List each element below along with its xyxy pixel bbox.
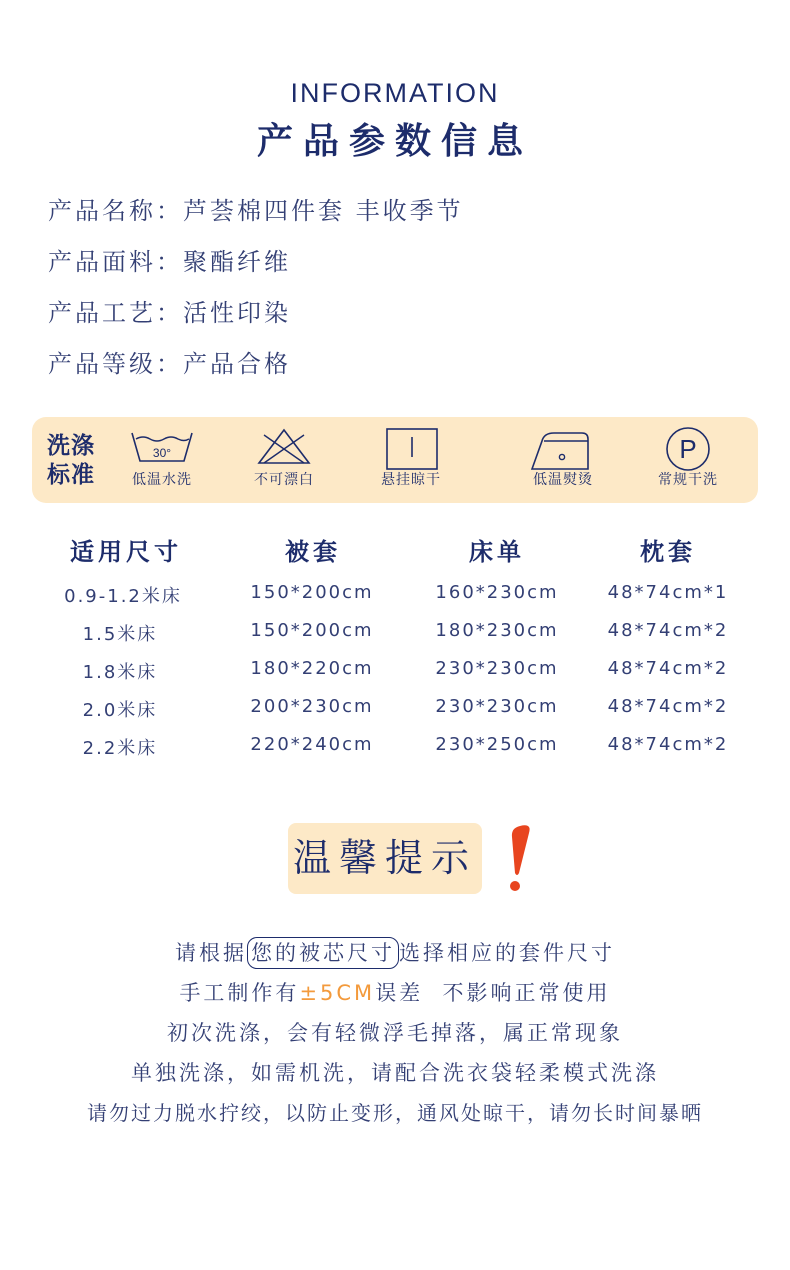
dry-clean-p-icon bbox=[654, 427, 722, 471]
cell-duvet: 150*200cm bbox=[250, 620, 374, 641]
wash-title-line2: 标准 bbox=[47, 462, 95, 488]
wash-standards bbox=[32, 417, 758, 503]
col-header-pillow: 枕套 bbox=[640, 538, 696, 566]
tips-title: 温馨提示 bbox=[292, 836, 477, 880]
product-info bbox=[48, 196, 464, 400]
tips-list bbox=[0, 936, 790, 1136]
tip-text: 误差 不影响正常使用 bbox=[375, 981, 611, 1005]
table-row bbox=[0, 648, 790, 686]
info-label: 产品名称： bbox=[48, 197, 183, 225]
size-table-header bbox=[0, 532, 790, 572]
cell-pillow: 48*74cm*2 bbox=[607, 696, 729, 717]
wash-temp-label: 30° bbox=[152, 446, 172, 460]
info-row-fabric bbox=[48, 247, 464, 298]
wash-item-hang-dry bbox=[381, 427, 441, 489]
table-row bbox=[0, 686, 790, 724]
cell-sheet: 230*250cm bbox=[435, 734, 559, 755]
cell-sheet: 230*230cm bbox=[435, 696, 559, 717]
tip-line-3: 初次洗涤，会有轻微浮毛掉落，属正常现象 bbox=[167, 1021, 623, 1045]
no-bleach-icon bbox=[254, 427, 314, 465]
cell-pillow: 48*74cm*1 bbox=[607, 582, 729, 603]
exclamation-icon bbox=[504, 823, 534, 895]
col-header-size: 适用尺寸 bbox=[70, 538, 182, 566]
cell-pillow: 48*74cm*2 bbox=[607, 620, 729, 641]
cell-size: 0.9-1.2米床 bbox=[64, 586, 182, 607]
page-header bbox=[0, 78, 790, 164]
table-row bbox=[0, 572, 790, 610]
wash-item-label: 低温水洗 bbox=[132, 472, 192, 488]
info-label: 产品等级： bbox=[48, 350, 183, 378]
hang-dry-icon bbox=[381, 427, 441, 471]
info-row-grade bbox=[48, 349, 464, 400]
tip-line-5: 请勿过力脱水拧绞，以防止变形，通风处晾干，请勿长时间暴晒 bbox=[87, 1101, 703, 1125]
wash-item-dry-clean bbox=[654, 427, 722, 489]
info-label: 产品面料： bbox=[48, 248, 183, 276]
col-header-duvet: 被套 bbox=[285, 538, 341, 566]
low-iron-icon bbox=[526, 427, 600, 471]
cell-duvet: 180*220cm bbox=[250, 658, 374, 679]
info-value: 活性印染 bbox=[183, 299, 291, 327]
cell-size: 1.5米床 bbox=[82, 624, 158, 645]
info-label: 产品工艺： bbox=[48, 299, 183, 327]
info-value: 芦荟棉四件套 丰收季节 bbox=[183, 197, 464, 225]
tip-boxed-text: 您的被芯尺寸 bbox=[247, 937, 399, 969]
tips-title-box bbox=[288, 823, 482, 894]
header-title-en: INFORMATION bbox=[290, 78, 500, 108]
tip-text: 请根据 bbox=[175, 941, 247, 965]
wash-item-low-iron bbox=[526, 427, 600, 489]
cell-duvet: 150*200cm bbox=[250, 582, 374, 603]
wash-title-line1: 洗涤 bbox=[47, 433, 95, 459]
wash-item-label: 悬挂晾干 bbox=[381, 472, 441, 488]
info-value: 聚酯纤维 bbox=[183, 248, 291, 276]
wash-item-label: 低温熨烫 bbox=[533, 472, 593, 488]
tip-line-1 bbox=[0, 936, 790, 976]
tip-text: 选择相应的套件尺寸 bbox=[399, 941, 615, 965]
info-row-name bbox=[48, 196, 464, 247]
info-value: 产品合格 bbox=[183, 350, 291, 378]
col-header-sheet: 床单 bbox=[469, 538, 525, 566]
cell-duvet: 220*240cm bbox=[250, 734, 374, 755]
table-row bbox=[0, 724, 790, 762]
tip-line-2 bbox=[0, 976, 790, 1016]
cell-size: 2.0米床 bbox=[82, 700, 158, 721]
tip-highlight: ±5CM bbox=[299, 981, 376, 1005]
tip-line-4: 单独洗涤，如需机洗，请配合洗衣袋轻柔模式洗涤 bbox=[131, 1061, 659, 1085]
wash-tub-30-icon bbox=[128, 427, 196, 465]
cell-size: 2.2米床 bbox=[82, 738, 158, 759]
tip-text: 手工制作有 bbox=[179, 981, 300, 1005]
wash-item-no-bleach bbox=[254, 427, 314, 489]
wash-item-low-temp bbox=[128, 427, 196, 489]
cell-sheet: 230*230cm bbox=[435, 658, 559, 679]
size-table bbox=[0, 532, 790, 762]
cell-size: 1.8米床 bbox=[82, 662, 158, 683]
cell-pillow: 48*74cm*2 bbox=[607, 658, 729, 679]
info-row-craft bbox=[48, 298, 464, 349]
cell-pillow: 48*74cm*2 bbox=[607, 734, 729, 755]
wash-item-label: 不可漂白 bbox=[254, 472, 314, 488]
wash-title bbox=[47, 432, 95, 490]
wash-item-label: 常规干洗 bbox=[658, 472, 718, 488]
cell-sheet: 180*230cm bbox=[435, 620, 559, 641]
header-title-cn: 产品参数信息 bbox=[256, 121, 533, 162]
table-row bbox=[0, 610, 790, 648]
cell-duvet: 200*230cm bbox=[250, 696, 374, 717]
dry-clean-letter: P bbox=[679, 434, 697, 464]
cell-sheet: 160*230cm bbox=[435, 582, 559, 603]
